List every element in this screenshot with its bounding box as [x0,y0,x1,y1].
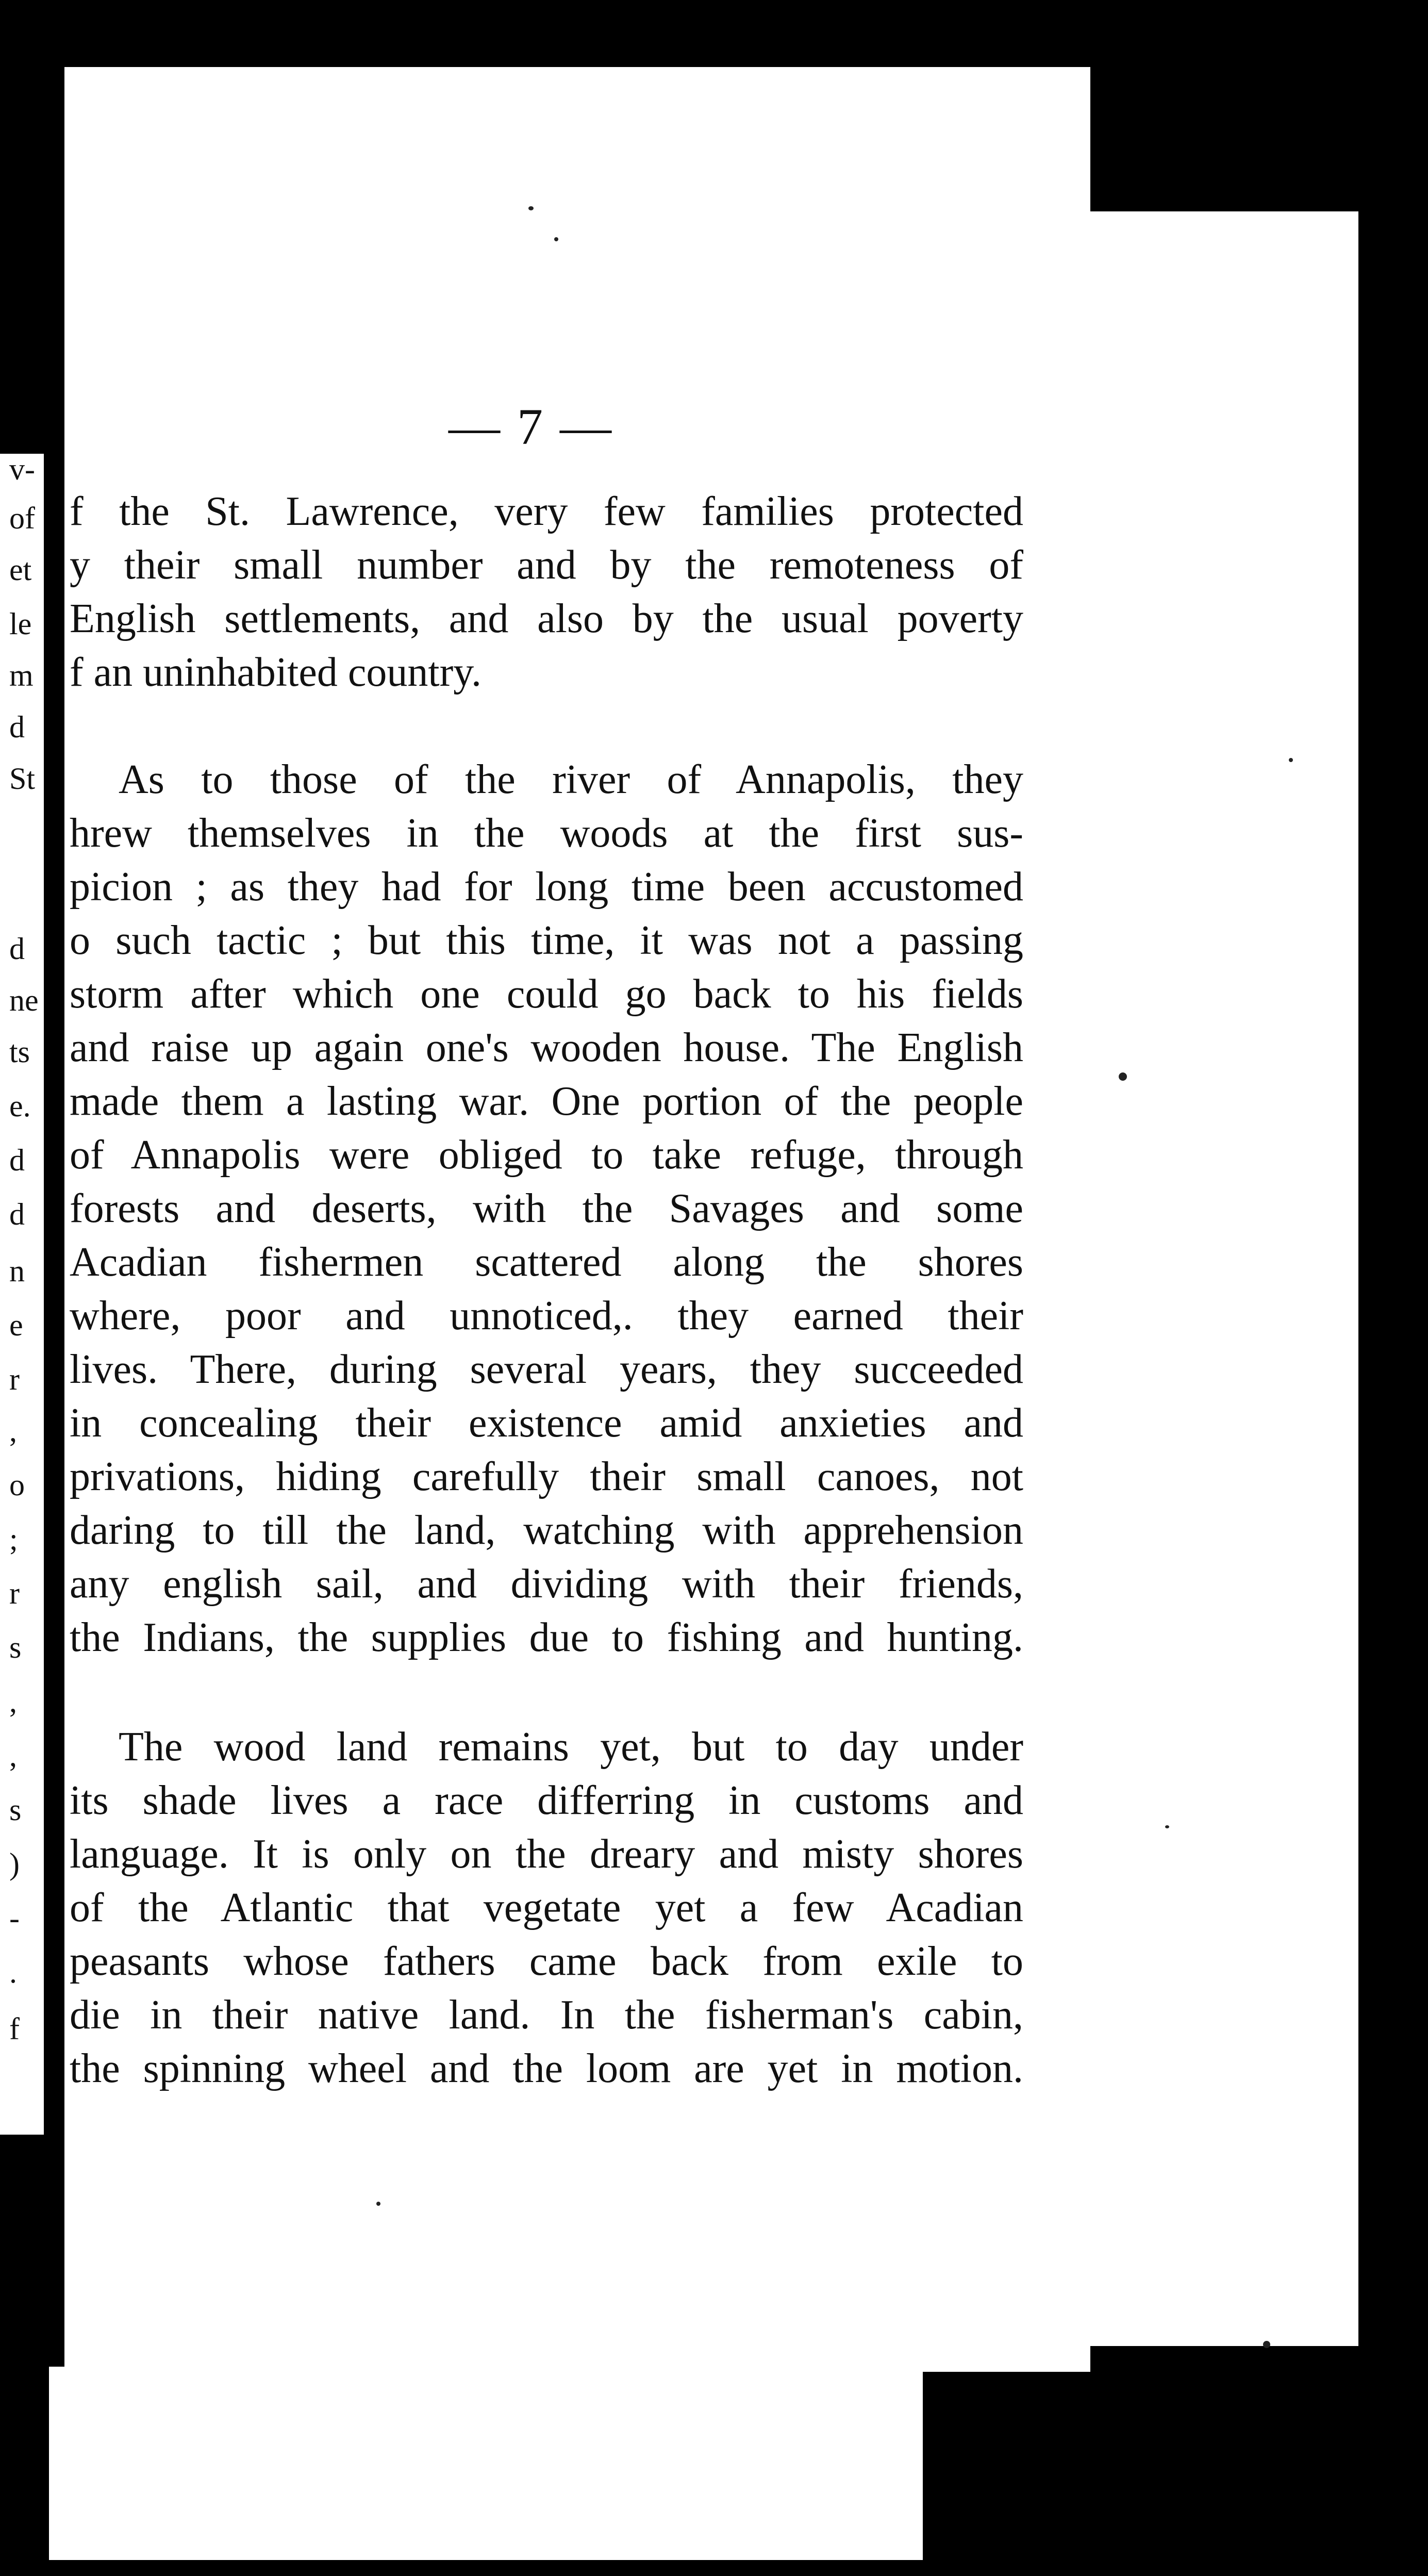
text-line: storm after which one could go back to his fields [70,971,1023,1017]
scan-speck [1165,1825,1169,1828]
prev-page-glyph: e. [9,1089,31,1123]
paragraph-3 [70,1720,1023,2095]
prev-page-glyph: , [9,1414,17,1448]
paragraph-2 [70,753,1023,1664]
prev-page-glyph: v- [9,452,35,486]
prev-page-glyph: et [9,553,32,587]
text-line: made them a lasting war. One portion of the people [70,1079,1023,1124]
prev-page-glyph: m [9,658,34,692]
prev-page-glyph: St [9,762,36,796]
prev-page-glyph: d [9,1197,25,1231]
previous-page-fragment [0,454,44,2135]
prev-page-glyph: s [9,1793,22,1827]
prev-page-glyph: r [9,1576,20,1610]
text-line: any english sail, and dividing with their friends, [70,1561,1023,1607]
text-line: where, poor and unnoticed,. they earned their [70,1293,1023,1339]
prev-page-glyph: , [9,1739,17,1773]
text-line: in concealing their existence amid anxieties and [70,1400,1023,1446]
page-paper-right [1090,211,1358,2346]
prev-page-glyph: - [9,1901,20,1935]
scan-speck [554,237,558,241]
text-line: picion ; as they had for long time been accustomed [70,864,1023,910]
text-line: The wood land remains yet, but to day under [119,1724,1023,1770]
prev-page-glyph: s [9,1630,22,1664]
text-line: die in their native land. In the fisherman's cabin, [70,1992,1023,2038]
prev-page-glyph: ; [9,1522,18,1556]
scan-speck [376,2202,380,2206]
prev-page-glyph: d [9,932,25,966]
scan-speck [1119,1072,1127,1081]
text-line: language. It is only on the dreary and misty shores [70,1831,1023,1877]
prev-page-glyph: of [9,501,35,535]
text-line: Acadian fishermen scattered along the shores [70,1240,1023,1285]
text-line: f the St. Lawrence, very few families protected [70,489,1023,534]
prev-page-glyph: . [9,1955,17,1989]
text-line: the spinning wheel and the loom are yet in motion. [70,2046,1023,2091]
scan-speck [1263,2341,1270,2348]
prev-page-glyph: f [9,2012,20,2046]
prev-page-glyph: ts [9,1035,30,1069]
text-line: f an uninhabited country. [70,650,482,695]
text-line: of Annapolis were obliged to take refuge, through [70,1132,1023,1178]
text-line: peasants whose fathers came back from exile to [70,1939,1023,1984]
prev-page-glyph: ne [9,983,39,1017]
text-line: of the Atlantic that vegetate yet a few Acadian [70,1885,1023,1930]
prev-page-glyph: le [9,607,32,641]
text-line: its shade lives a race differring in customs and [70,1778,1023,1823]
text-line: lives. There, during several years, they succeeded [70,1347,1023,1392]
text-line: and raise up again one's wooden house. The English [70,1025,1023,1070]
text-line: forests and deserts, with the Savages and some [70,1186,1023,1231]
text-line: o such tactic ; but this time, it was not a passing [70,918,1023,963]
paragraph-1 [70,485,1023,699]
page-number: — 7 — [449,398,613,455]
prev-page-glyph: r [9,1362,20,1396]
text-line: As to those of the river of Annapolis, they [119,757,1023,802]
text-line: y their small number and by the remoteness of [70,542,1023,588]
page-binding-shadow [44,67,64,2367]
text-line: hrew themselves in the woods at the first sus- [70,811,1023,856]
text-line: daring to till the land, watching with apprehension [70,1508,1023,1553]
text-line: the Indians, the supplies due to fishing and hunting. [70,1615,1023,1660]
prev-page-glyph: n [9,1254,25,1288]
prev-page-glyph: e [9,1308,23,1342]
prev-page-glyph: d [9,710,25,744]
prev-page-glyph: o [9,1468,25,1502]
scan-border-corner [923,2372,1428,2576]
scan-speck [1289,758,1293,762]
scan-speck [528,206,534,210]
prev-page-glyph: , [9,1685,17,1719]
prev-page-glyph: ) [9,1847,20,1881]
text-line: privations, hiding carefully their small canoes, not [70,1454,1023,1499]
text-line: English settlements, and also by the usual poverty [70,596,1023,641]
prev-page-glyph: d [9,1143,25,1177]
